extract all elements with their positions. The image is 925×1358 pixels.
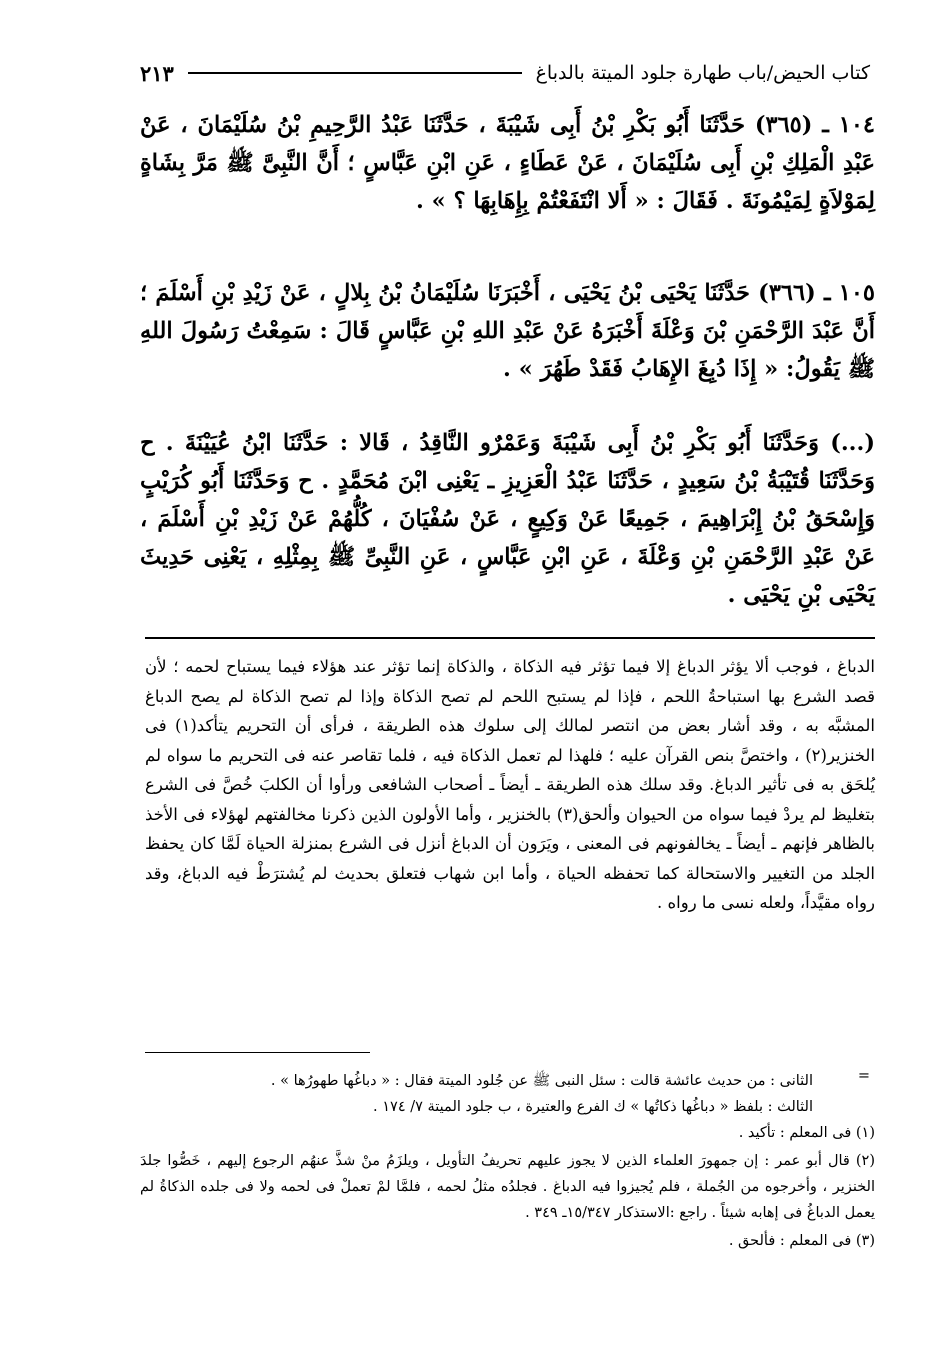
- main-divider: [145, 637, 875, 639]
- hadith-chain: [140, 424, 875, 614]
- running-head: [140, 56, 870, 90]
- continuation-mark: =: [857, 1068, 871, 1084]
- footnote-3: (٣) فى المعلم : فألحق .: [728, 1233, 875, 1249]
- commentary-text: الدباغ ، فوجب ألا يؤثر الدباغ إلا فيما تؤثر فيه الذكاة ، والذكاة إنما تؤثر عند هؤلاء فيما يستباح لحمه ؛ لأن قصد الشرع بها استباحةُ اللحم ، فإذا لم يستبح اللحم لم تصح الذكاة وإذا لم تصح الذكاة لم يصح الدباغ المشبَّه به ، وقد أشار بعض من انتصر لمالك إلى سلوك هذه الطريقة ، فرأى أن التحريم يتأكد(١) فى الخنزير(٢) ، واختصَّ بنص القرآن عليه ؛ فلهذا لم تعمل الذكاة فيه ، فلما تقاصر عنه فى التحريم ما سواه لم يُلحَق به فى تأثير الدباغ. وقد سلك هذه الطريقة ـ أيضاً ـ أصحاب الشافعى ورأوا أن الكلبَ خُصَّ فى الشرع بتغليظ لم يردْ فيما سواه من الحيوان وألحق(٣) بالخنزير ، وأما الأولون الذين ذكرنا مخالفتهم لهؤلاء فى الأخذ بالظاهر فإنهم ـ أيضاً ـ يخالفونهم فى المعنى ، ويَرَون أن الدباغ أنزل فى الشرع بمنزلة الحياة لَمَّا كان يحفظ الجلد من التغيير والاستحالة كما تحفظه الحياة ، وأما ابن شهاب فتعلق بحديث لم يُشترَطْ فيه الدباغ، وقد رواه مقيَّداً، ولعله نسى ما رواه .: [145, 657, 875, 912]
- footnote-2: (٢) قال أبو عمر : إن جمهورَ العلماء الذين لا يجوز عليهم تحريفُ التأويل ، ويلزَمُ منْ شذَّ عنهُم الرجوع إليهم ، خَصُّوا جلدَ الخنزير ، وأخرجوه من الجُملة ، فلم يُجيزوا فيه الدباغ . فجلدُه مثلُ لحمه ، فلمَّا لمْ تعملْ فى لحمه ولا فى جلده الذكاةُ لم يعمل الدباغُ فى إهابه شيئاً . راجع :الاستذكار ١٥/٣٤٧ـ ٣٤٩ .: [140, 1153, 875, 1221]
- hadith-text: (...) وَحَدَّثَنَا أَبُو بَكْرِ بْنُ أَبِى شَيْبَةَ وَعَمْرٌو النَّاقِدُ ، قَالا : حَدَّثَنَا ابْنُ عُيَيْنَةَ . ح وَحَدَّثَنَا قُتَيْبَةُ بْنُ سَعِيدٍ ، حَدَّثَنَا عَبْدُ الْعَزِيزِ ـ يَعْنِى ابْنَ مُحَمَّدٍ . ح وَحَدَّثَنَا أَبُو كُرَيْبٍ وَإِسْحَقُ بْنُ إِبْرَاهِيمَ ، جَمِيعًا عَنْ وَكِيعٍ ، عَنْ سُفْيَانَ ، كُلُّهُمْ عَنْ زَيْدِ بْنِ أَسْلَمَ ، عَنْ عَبْدِ الرَّحْمَنِ بْنِ وَعْلَةَ ، عَنِ ابْنِ عَبَّاسٍ ، عَنِ النَّبِىِّ ﷺ بِمِثْلِهِ ، يَعْنِى حَدِيثَ يَحْيَى بْنِ يَحْيَى .: [140, 430, 875, 608]
- continuation-line: الثانى : من حديث عائشة قالت : سئل النبى ﷺ عن جُلود الميتة فقال : « دباغُها طهورُها » .: [270, 1073, 813, 1089]
- running-title: كتاب الحيض/باب طهارة جلود الميتة بالدباغ: [535, 62, 870, 84]
- page-number: ٢١٣: [140, 60, 174, 86]
- footnote-1: (١) فى المعلم : تأكيد .: [738, 1125, 875, 1141]
- hadith-text: ١٠٥ ـ (٣٦٦) حَدَّثَنَا يَحْيَى بْنُ يَحْيَى ، أَخْبَرَنَا سُلَيْمَانُ بْنُ بِلالٍ ، عَنْ زَيْدِ بْنِ أَسْلَمَ ؛ أَنَّ عَبْدَ الرَّحْمَنِ بْنَ وَعْلَةَ أَخْبَرَهُ عَنْ عَبْدِ اللهِ بْنِ عَبَّاسٍ قَالَ : سَمِعْتُ رَسُولَ اللهِ ﷺ يَقُولُ: « إِذَا دُبِغَ الإِهَابُ فَقَدْ طَهُرَ » .: [140, 280, 876, 382]
- footnotes: [140, 1068, 875, 1256]
- footnote-divider: [145, 1052, 370, 1053]
- hadith-104: [140, 106, 875, 220]
- hadith-text: ١٠٤ ـ (٣٦٥) حَدَّثَنَا أَبُو بَكْرِ بْنُ أَبِى شَيْبَةَ ، حَدَّثَنَا عَبْدُ الرَّحِيمِ بْنُ سُلَيْمَانَ ، عَنْ عَبْدِ الْمَلِكِ بْنِ أَبِى سُلَيْمَانَ ، عَنْ عَطَاءٍ ، عَنِ ابْنِ عَبَّاسٍ ؛ أَنَّ النَّبِىَّ ﷺ مَرَّ بِشَاةٍ لِمَوْلاَةٍ لِمَيْمُونَةَ . فَقَالَ : « أَلا انْتَفَعْتُمْ بِإِهَابِهَا ؟ » .: [140, 112, 876, 214]
- hadith-105: [140, 274, 875, 388]
- footnote-continuation: [140, 1068, 875, 1120]
- header-rule: [188, 72, 522, 74]
- continuation-line: الثالث : بلفظ « دباغُها ذكاتُها » ك الفرع والعتيرة ، ب جلود الميتة ٧/ ١٧٤ .: [373, 1099, 813, 1115]
